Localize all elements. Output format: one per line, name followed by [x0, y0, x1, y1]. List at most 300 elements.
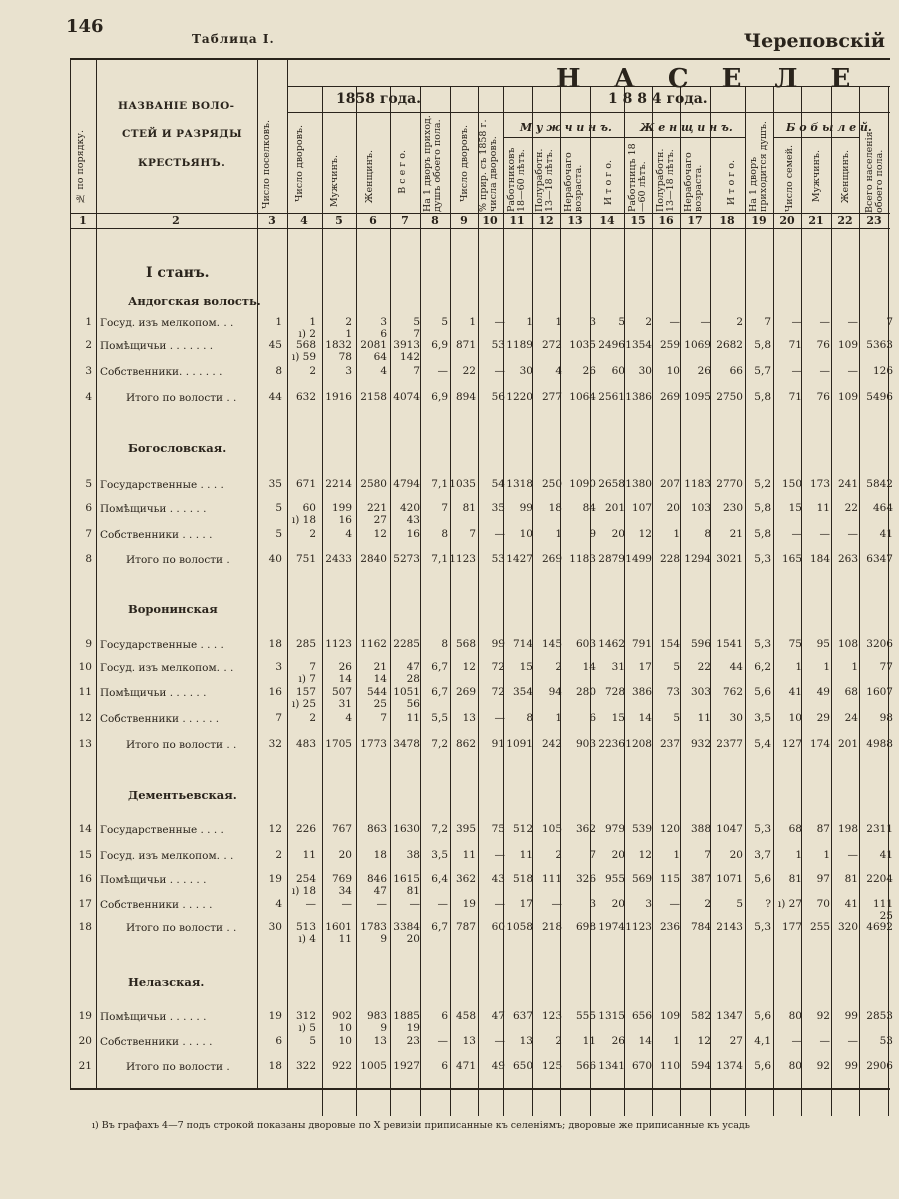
table-cell: 81 — [788, 873, 802, 885]
table-cell: 2840 — [360, 553, 387, 565]
table-subcell: 25 — [879, 910, 893, 922]
table-subcell: 64 — [373, 351, 387, 363]
year-1884-rule — [450, 112, 890, 113]
table-cell: 1183 — [569, 553, 596, 565]
table-cell: — — [551, 898, 562, 910]
table-cell: 26 — [338, 661, 352, 673]
table-cell: 698 — [575, 921, 596, 933]
table-cell: 1354 — [625, 339, 652, 351]
column-number: 17 — [687, 214, 703, 227]
table-cell: 13 — [462, 1035, 476, 1047]
table-cell: 7 — [413, 365, 420, 377]
table-cell: 1035 — [569, 339, 596, 351]
table-cell: 1783 — [360, 921, 387, 933]
table-cell: 6,7 — [431, 661, 448, 673]
table-cell: 111 — [872, 898, 893, 910]
table-cell: 259 — [659, 339, 680, 351]
table-cell: 173 — [809, 478, 830, 490]
row-label: Итого по волости . . — [126, 922, 237, 934]
row-number: 8 — [85, 553, 92, 565]
table-cell: 94 — [548, 686, 562, 698]
table-cell: 22 — [462, 365, 476, 377]
table-cell: 5 — [309, 1035, 316, 1047]
table-cell: 53 — [491, 553, 505, 565]
header-per-household-1884: На 1 дворъ приходится душъ. — [748, 121, 769, 212]
table-cell: 14 — [638, 1035, 652, 1047]
table-subcell: 1 — [345, 328, 352, 340]
district-name: Череповскій — [743, 30, 885, 52]
table-cell: 4,1 — [754, 1035, 771, 1047]
table-cell: 109 — [837, 391, 858, 403]
column-number: 14 — [599, 214, 615, 227]
table-subcell: 6 — [380, 328, 387, 340]
table-cell: 2285 — [393, 638, 420, 650]
row-label: Собственники . . . . . — [100, 899, 213, 911]
row-label: Итого по волости . — [126, 554, 230, 566]
table-cell: 728 — [604, 686, 625, 698]
table-cell: 26 — [697, 365, 711, 377]
table-cell: 53 — [491, 339, 505, 351]
table-subcell: ı) 18 — [291, 514, 316, 526]
table-cell: 1 — [823, 661, 830, 673]
table-cell: 512 — [512, 823, 533, 835]
table-cell: 5363 — [866, 339, 893, 351]
table-cell: 3021 — [716, 553, 743, 565]
table-cell: 199 — [331, 502, 352, 514]
section-title: Дементьевская. — [128, 788, 237, 802]
table-subcell: 78 — [338, 351, 352, 363]
table-cell: 1315 — [598, 1010, 625, 1022]
table-cell: 2 — [309, 528, 316, 540]
header-1858-women: Женщинъ. — [364, 150, 375, 204]
column-number: 10 — [482, 214, 498, 227]
table-cell: 20 — [338, 849, 352, 861]
table-label: Таблица I. — [192, 32, 275, 46]
table-cell: — — [409, 898, 420, 910]
table-cell: 99 — [519, 502, 533, 514]
table-subcell: 27 — [373, 514, 387, 526]
table-cell: 637 — [512, 1010, 533, 1022]
table-cell: 1927 — [393, 1060, 420, 1072]
table-cell: 17 — [638, 661, 652, 673]
row-number: 13 — [78, 738, 92, 750]
table-cell: — — [819, 528, 830, 540]
table-cell: 1 — [673, 1035, 680, 1047]
column-rule — [831, 86, 832, 1116]
column-rule — [503, 86, 504, 1116]
table-cell: 228 — [659, 553, 680, 565]
table-cell: 2158 — [360, 391, 387, 403]
column-number: 3 — [268, 214, 276, 227]
table-cell: 1 — [795, 661, 802, 673]
column-rule — [532, 86, 533, 1116]
footnote: ı) Въ графахъ 4—7 подъ строкой показаны дворовые по X ревизіи приписанные къ селеніямъ; дворовые же приписанные къ усадь — [92, 1120, 750, 1131]
table-cell: 20 — [666, 502, 680, 514]
table-cell: 184 — [809, 553, 830, 565]
column-rule — [624, 86, 625, 1116]
table-top-rule — [70, 58, 890, 60]
table-cell: 6 — [589, 712, 596, 724]
table-cell: 47 — [491, 1010, 505, 1022]
table-cell: 7,1 — [431, 478, 448, 490]
table-cell: 1162 — [360, 638, 387, 650]
table-cell: 18 — [268, 1060, 282, 1072]
table-cell: 277 — [541, 391, 562, 403]
table-subcell: 9 — [380, 933, 387, 945]
table-cell: 312 — [295, 1010, 316, 1022]
table-cell: 30 — [268, 921, 282, 933]
table-cell: 17 — [519, 898, 533, 910]
table-cell: 41 — [844, 898, 858, 910]
table-cell: 75 — [491, 823, 505, 835]
table-cell: 255 — [809, 921, 830, 933]
table-cell: 5,3 — [754, 553, 771, 565]
table-cell: — — [494, 365, 505, 377]
table-cell: 1 — [795, 849, 802, 861]
table-cell: 15 — [519, 661, 533, 673]
table-cell: 165 — [781, 553, 802, 565]
table-cell: 5,8 — [754, 339, 771, 351]
table-cell: 1220 — [506, 391, 533, 403]
table-cell: 1058 — [506, 921, 533, 933]
table-cell: 76 — [816, 339, 830, 351]
row-label: Государственные . . . . — [100, 639, 224, 651]
table-cell: — — [494, 1035, 505, 1047]
table-cell: 1 — [275, 316, 282, 328]
header-men-workers: Работниковъ 18—60 лѣтъ. — [506, 147, 527, 212]
row-label: Собственники . . . . . . — [100, 713, 220, 725]
table-cell: 1047 — [716, 823, 743, 835]
column-rule — [888, 86, 889, 1116]
table-cell: 395 — [455, 823, 476, 835]
table-cell: 1773 — [360, 738, 387, 750]
table-cell: ı) 27 — [777, 898, 802, 910]
table-cell: 60 — [491, 921, 505, 933]
table-subcell: 20 — [406, 933, 420, 945]
table-cell: 5,8 — [754, 391, 771, 403]
header-bob-group: Б о б ы л е й. — [786, 121, 872, 134]
table-cell: — — [305, 898, 316, 910]
table-cell: 19 — [268, 1010, 282, 1022]
table-cell: 18 — [373, 849, 387, 861]
table-cell: 103 — [690, 502, 711, 514]
table-cell: 3,5 — [754, 712, 771, 724]
table-subcell: 142 — [399, 351, 420, 363]
column-rule — [652, 86, 653, 1116]
table-cell: 32 — [268, 738, 282, 750]
header-name-line1: НАЗВАНІЕ ВОЛО- — [118, 100, 235, 112]
table-cell: 3 — [589, 898, 596, 910]
table-cell: 154 — [659, 638, 680, 650]
table-subcell: 14 — [338, 673, 352, 685]
table-cell: 1123 — [325, 638, 352, 650]
table-cell: 1974 — [598, 921, 625, 933]
column-number: 2 — [172, 214, 180, 227]
row-label: Собственники . . . . . — [100, 1036, 213, 1048]
table-cell: 568 — [295, 339, 316, 351]
table-cell: 20 — [729, 849, 743, 861]
table-cell: 20 — [611, 528, 625, 540]
table-cell: 3478 — [393, 738, 420, 750]
table-cell: 8 — [275, 365, 282, 377]
column-rule — [478, 86, 479, 1116]
header-name-line3: КРЕСТЬЯНЪ. — [138, 157, 226, 169]
table-cell: 1064 — [569, 391, 596, 403]
table-cell: 751 — [295, 553, 316, 565]
table-cell: 714 — [512, 638, 533, 650]
table-cell: 1123 — [625, 921, 652, 933]
table-subcell: 47 — [373, 885, 387, 897]
table-cell: — — [791, 1035, 802, 1047]
table-subcell: 43 — [406, 514, 420, 526]
table-cell: 388 — [690, 823, 711, 835]
table-cell: 464 — [872, 502, 893, 514]
table-cell: 201 — [837, 738, 858, 750]
table-cell: — — [791, 316, 802, 328]
table-cell: 6 — [441, 1060, 448, 1072]
table-cell: 75 — [788, 638, 802, 650]
header-1858-men: Мужчинъ. — [329, 155, 340, 208]
table-cell: 3913 — [393, 339, 420, 351]
row-label: Помѣщичьи . . . . . . — [100, 874, 207, 886]
column-rule — [859, 86, 860, 1116]
table-cell: 2580 — [360, 478, 387, 490]
table-cell: 1183 — [684, 478, 711, 490]
table-cell: — — [494, 528, 505, 540]
table-cell: 2770 — [716, 478, 743, 490]
column-number: 9 — [460, 214, 468, 227]
table-subcell: 19 — [406, 1022, 420, 1034]
column-rule — [773, 86, 774, 1116]
table-cell: 670 — [631, 1060, 652, 1072]
table-cell: 23 — [406, 1035, 420, 1047]
column-number: 20 — [779, 214, 795, 227]
table-cell: 81 — [462, 502, 476, 514]
table-cell: 1071 — [716, 873, 743, 885]
table-cell: 1916 — [325, 391, 352, 403]
table-cell: 3,7 — [754, 849, 771, 861]
table-cell: 41 — [879, 528, 893, 540]
table-cell: 269 — [659, 391, 680, 403]
table-cell: 1386 — [625, 391, 652, 403]
table-cell: 863 — [366, 823, 387, 835]
table-cell: 40 — [268, 553, 282, 565]
table-cell: 458 — [455, 1010, 476, 1022]
header-women-half: Полуработн. 13—18 лѣтъ. — [655, 148, 676, 212]
table-cell: 4988 — [866, 738, 893, 750]
table-cell: 2879 — [598, 553, 625, 565]
header-men-nonwork: Нерабочаго возраста. — [563, 152, 584, 212]
table-cell: 656 — [631, 1010, 652, 1022]
table-cell: 8 — [704, 528, 711, 540]
table-cell: 7,2 — [431, 738, 448, 750]
table-cell: 1318 — [506, 478, 533, 490]
table-cell: 1294 — [684, 553, 711, 565]
table-cell: 1 — [823, 849, 830, 861]
table-cell: 5842 — [866, 478, 893, 490]
table-cell: 518 — [512, 873, 533, 885]
column-rule — [420, 86, 421, 1116]
table-subcell: 25 — [373, 698, 387, 710]
table-cell: 2 — [555, 661, 562, 673]
table-cell: 68 — [788, 823, 802, 835]
column-number: 22 — [837, 214, 853, 227]
table-cell: 14 — [638, 712, 652, 724]
table-cell: 862 — [455, 738, 476, 750]
column-rule — [745, 86, 746, 1116]
table-cell: 1374 — [716, 1060, 743, 1072]
table-subcell: ı) 25 — [291, 698, 316, 710]
table-cell: 1 — [555, 316, 562, 328]
table-cell: 3 — [645, 898, 652, 910]
table-cell: 1462 — [598, 638, 625, 650]
table-cell: 1 — [851, 661, 858, 673]
table-cell: 111 — [541, 873, 562, 885]
table-cell: 362 — [455, 873, 476, 885]
row-number: 10 — [78, 661, 92, 673]
table-cell: 254 — [295, 873, 316, 885]
table-cell: 280 — [575, 686, 596, 698]
table-cell: 72 — [491, 686, 505, 698]
table-cell: — — [847, 1035, 858, 1047]
table-cell: 2496 — [598, 339, 625, 351]
table-cell: 198 — [837, 823, 858, 835]
table-cell: 671 — [295, 478, 316, 490]
table-cell: 4 — [380, 365, 387, 377]
table-cell: 7,2 — [431, 823, 448, 835]
table-subcell: ı) 2 — [298, 328, 316, 340]
table-cell: 44 — [268, 391, 282, 403]
table-cell: 107 — [631, 502, 652, 514]
table-cell: 226 — [295, 823, 316, 835]
table-cell: 13 — [373, 1035, 387, 1047]
table-cell: 71 — [788, 339, 802, 351]
table-cell: 2236 — [598, 738, 625, 750]
table-cell: 902 — [331, 1010, 352, 1022]
table-cell: 20 — [611, 898, 625, 910]
table-cell: 2311 — [866, 823, 893, 835]
table-cell: 7 — [886, 316, 893, 328]
column-rule — [590, 86, 591, 1116]
table-cell: 5,8 — [754, 528, 771, 540]
table-subcell: 31 — [338, 698, 352, 710]
header-women-total: И т о г о. — [726, 160, 737, 206]
table-cell: 1095 — [684, 391, 711, 403]
table-cell: 7 — [764, 316, 771, 328]
table-cell: 98 — [879, 712, 893, 724]
section-title: Нелазская. — [128, 975, 205, 989]
header-1858-per-household: На 1 дворъ приход. душъ обоего пола. — [422, 115, 443, 212]
table-cell: 24 — [844, 712, 858, 724]
table-cell: — — [700, 316, 711, 328]
header-col-number: № по порядку. — [75, 130, 86, 204]
section-title: I станъ. — [146, 265, 210, 281]
table-cell: 1 — [526, 316, 533, 328]
table-cell: 3 — [345, 365, 352, 377]
table-cell: 54 — [491, 478, 505, 490]
column-rule — [287, 58, 288, 1088]
table-cell: 7,1 — [431, 553, 448, 565]
table-cell: 1427 — [506, 553, 533, 565]
table-cell: — — [847, 316, 858, 328]
column-rule — [70, 58, 71, 1088]
table-cell: 3,5 — [431, 849, 448, 861]
table-cell: 125 — [541, 1060, 562, 1072]
row-number: 3 — [85, 365, 92, 377]
header-men-half: Полуработн. 13—18 лѣтъ. — [534, 148, 555, 212]
table-cell: 126 — [872, 365, 893, 377]
column-number: 5 — [335, 214, 343, 227]
table-cell: 43 — [491, 873, 505, 885]
table-cell: 41 — [788, 686, 802, 698]
table-cell: 1705 — [325, 738, 352, 750]
header-name-line2: СТЕЙ И РАЗРЯДЫ — [122, 128, 243, 140]
table-cell: 110 — [659, 1060, 680, 1072]
table-cell: 11 — [582, 1035, 596, 1047]
table-cell: 95 — [816, 638, 830, 650]
table-cell: 513 — [295, 921, 316, 933]
table-cell: 922 — [331, 1060, 352, 1072]
column-rule — [450, 86, 451, 1116]
table-cell: 1 — [469, 316, 476, 328]
table-cell: 12 — [697, 1035, 711, 1047]
table-cell: — — [494, 316, 505, 328]
table-cell: 5 — [736, 898, 743, 910]
table-cell: 10 — [519, 528, 533, 540]
table-subcell: 10 — [338, 1022, 352, 1034]
table-cell: 2 — [555, 849, 562, 861]
table-cell: 1615 — [393, 873, 420, 885]
table-cell: 77 — [879, 661, 893, 673]
table-cell: 2214 — [325, 478, 352, 490]
header-men-total: И т о г о. — [603, 160, 614, 206]
table-cell: 6,9 — [431, 339, 448, 351]
table-cell: 26 — [611, 1035, 625, 1047]
table-cell: 87 — [816, 823, 830, 835]
table-subcell: ı) 5 — [298, 1022, 316, 1034]
table-cell: ? — [765, 898, 771, 910]
table-cell: 11 — [519, 849, 533, 861]
table-cell: 582 — [690, 1010, 711, 1022]
table-cell: 68 — [844, 686, 858, 698]
table-subcell: ı) 4 — [298, 933, 316, 945]
table-cell: 12 — [268, 823, 282, 835]
table-cell: 15 — [611, 712, 625, 724]
table-cell: 30 — [729, 712, 743, 724]
table-cell: 5,7 — [754, 365, 771, 377]
row-label: Государственные . . . . — [100, 479, 224, 491]
table-cell: 60 — [611, 365, 625, 377]
table-cell: 2 — [345, 316, 352, 328]
table-cell: 285 — [295, 638, 316, 650]
table-cell: 123 — [541, 1010, 562, 1022]
table-cell: 1 — [555, 712, 562, 724]
table-cell: 3 — [275, 661, 282, 673]
table-cell: 12 — [373, 528, 387, 540]
table-cell: 218 — [541, 921, 562, 933]
table-cell: 1601 — [325, 921, 352, 933]
table-cell: — — [494, 898, 505, 910]
column-number: 23 — [866, 214, 882, 227]
table-cell: 108 — [837, 638, 858, 650]
column-rule — [801, 86, 802, 1116]
table-cell: 13 — [462, 712, 476, 724]
row-number: 5 — [85, 478, 92, 490]
table-cell: 177 — [781, 921, 802, 933]
table-cell: 201 — [604, 502, 625, 514]
table-cell: — — [494, 849, 505, 861]
table-cell: 2 — [555, 1035, 562, 1047]
